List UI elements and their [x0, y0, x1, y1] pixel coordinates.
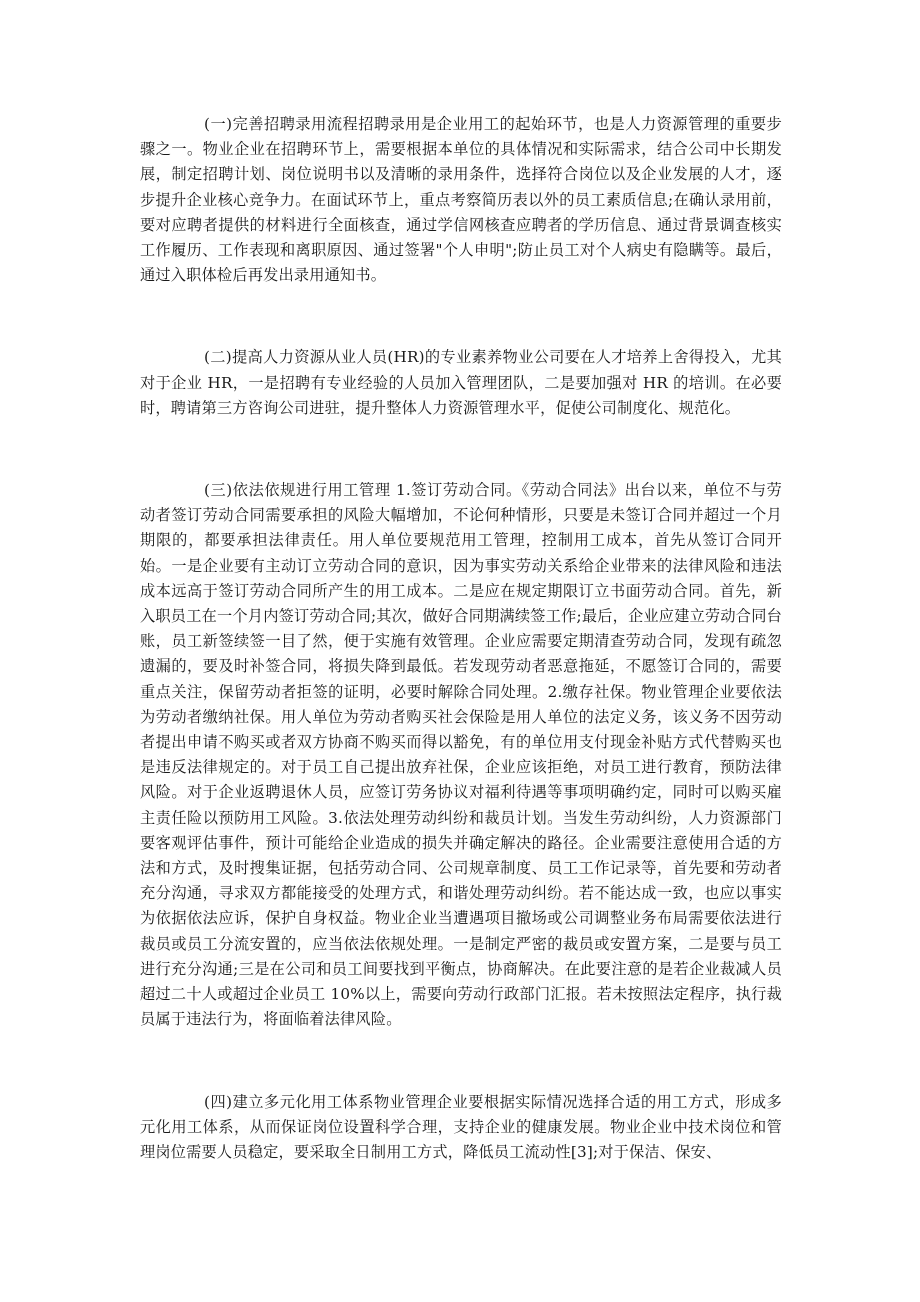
- paragraph-gap: [140, 288, 782, 345]
- paragraph-gap: [140, 421, 782, 478]
- paragraph-hr-professionalism: (二)提高人力资源从业人员(HR)的专业素养物业公司要在人才培养上舍得投入，尤其对于企业 HR，一是招聘有专业经验的人员加入管理团队，二是要加强对 HR 的培训。在必要时，聘请第三方咨询公司进驻，提升整体人力资源管理水平，促使公司制度化、规范化。: [140, 348, 782, 417]
- paragraph-gap: [140, 1033, 782, 1090]
- document-body: [140, 112, 782, 1165]
- paragraph-legal-employment: (三)依法依规进行用工管理 1.签订劳动合同。《劳动合同法》出台以来，单位不与劳动者签订劳动合同需要承担的风险大幅增加，不论何种情形，只要是未签订合同并超过一个月期限的，都要承担法律责任。用人单位要规范用工管理，控制用工成本，首先从签订合同开始。一是企业要有主动订立劳动合同的意识，因为事实劳动关系给企业带来的法律风险和违法成本远高于签订劳动合同所产生的用工成本。二是应在规定期限订立书面劳动合同。首先，新入职员工在一个月内签订劳动合同;其次，做好合同期满续签工作;最后，企业应建立劳动合同台账，员工新签续签一目了然，便于实施有效管理。企业应需要定期清查劳动合同，发现有疏忽遗漏的，要及时补签合同，将损失降到最低。若发现劳动者恶意拖延，不愿签订合同的，需要重点关注，保留劳动者拒签的证明，必要时解除合同处理。2.缴存社保。物业管理企业要依法为劳动者缴纳社保。用人单位为劳动者购买社会保险是用人单位的法定义务，该义务不因劳动者提出申请不购买或者双方协商不购买而得以豁免，有的单位用支付现金补贴方式代替购买也是违反法律规定的。对于员工自己提出放弃社保，企业应该拒绝，对员工进行教育，预防法律风险。对于企业返聘退休人员，应签订劳务协议对福利待遇等事项明确约定，同时可以购买雇主责任险以预防用工风险。3.依法处理劳动纠纷和裁员计划。当发生劳动纠纷，人力资源部门要客观评估事件，预计可能给企业造成的损失并确定解决的路径。企业需要注意使用合适的方法和方式，及时搜集证据，包括劳动合同、公司规章制度、员工工作记录等，首先要和劳动者充分沟通，寻求双方都能接受的处理方式，和谐处理劳动纠纷。若不能达成一致，也应以事实为依据依法应诉，保护自身权益。物业企业当遭遇项目撤场或公司调整业务布局需要依法进行裁员或员工分流安置的，应当依法依规处理。一是制定严密的裁员或安置方案，二是要与员工进行充分沟通;三是在公司和员工间要找到平衡点，协商解决。在此要注意的是若企业裁减人员超过二十人或超过企业员工 10%以上，需要向劳动行政部门汇报。若未按照法定程序，执行裁员属于违法行为，将面临着法律风险。: [140, 481, 782, 1029]
- paragraph-diversified-employment: (四)建立多元化用工体系物业管理企业要根据实际情况选择合适的用工方式，形成多元化用工体系，从而保证岗位设置科学合理，支持企业的健康发展。物业企业中技术岗位和管理岗位需要人员稳定，要采取全日制用工方式，降低员工流动性[3];对于保洁、保安、: [140, 1092, 782, 1161]
- paragraph-recruitment: (一)完善招聘录用流程招聘录用是企业用工的起始环节，也是人力资源管理的重要步骤之一。物业企业在招聘环节上，需要根据本单位的具体情况和实际需求，结合公司中长期发展，制定招聘计划、岗位说明书以及清晰的录用条件，选择符合岗位以及企业发展的人才，逐步提升企业核心竞争力。在面试环节上，重点考察简历表以外的员工素质信息;在确认录用前，要对应聘者提供的材料进行全面核查，通过学信网核查应聘者的学历信息、通过背景调查核实工作履历、工作表现和离职原因、通过签署"个人申明";防止员工对个人病史有隐瞒等。最后，通过入职体检后再发出录用通知书。: [140, 115, 782, 285]
